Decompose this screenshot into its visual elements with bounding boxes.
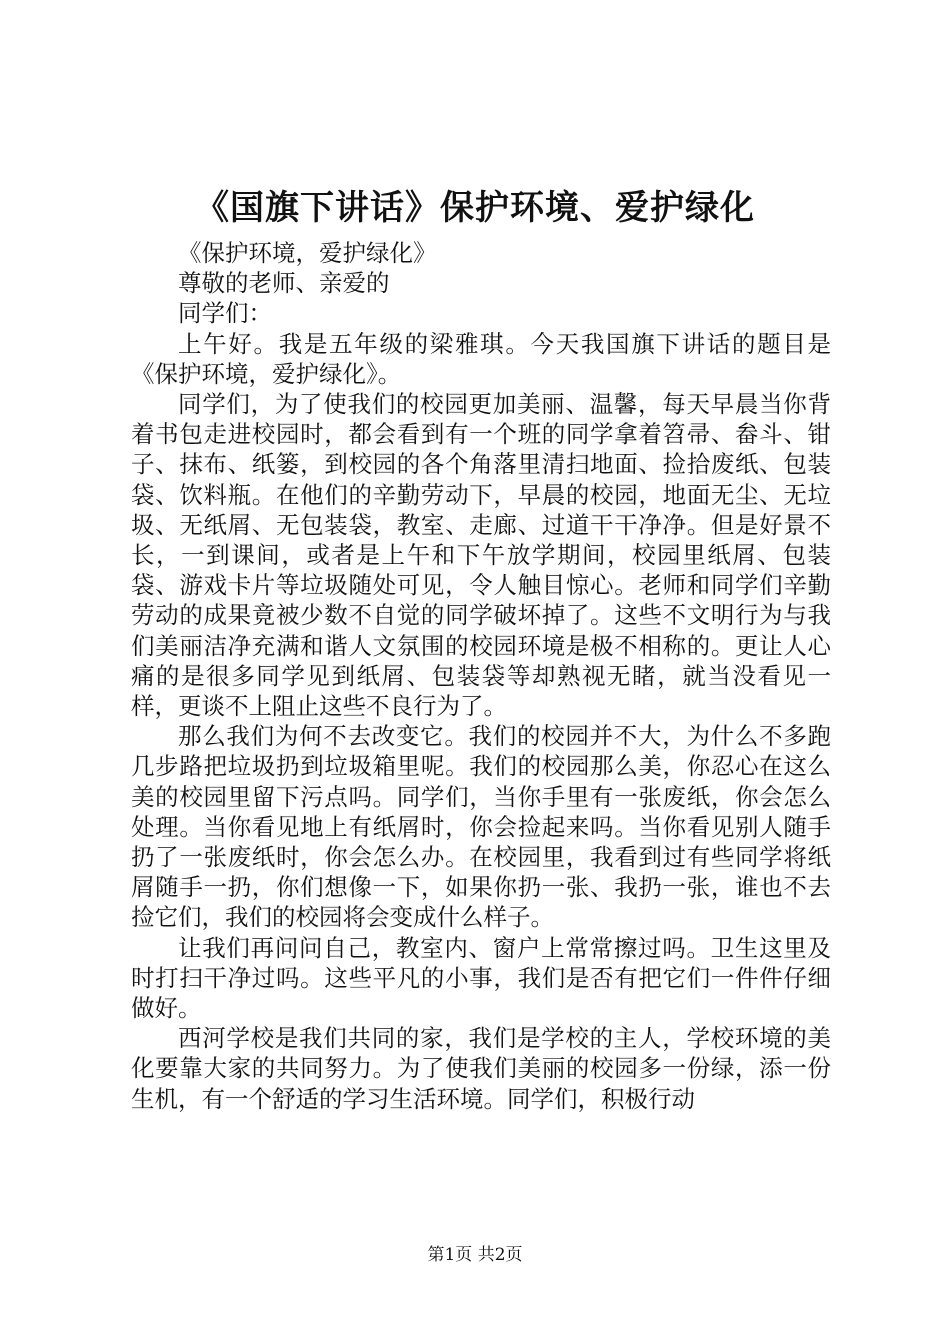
paragraph: 同学们，为了使我们的校园更加美丽、温馨，每天早晨当你背着书包走进校园时，都会看到有一个班的同学拿着笤帚、畚斗、钳子、抹布、纸篓，到校园的各个角落里清扫地面、捡拾废纸、包装袋、饮料瓶。在他们的辛勤劳动下，早晨的校园，地面无尘、无垃圾、无纸屑、无包装袋，教室、走廊、过道干干净净。但是好景不长，一到课间，或者是上午和下午放学期间，校园里纸屑、包装袋、游戏卡片等垃圾随处可见，令人触目惊心。老师和同学们辛勤劳动的成果竟被少数不自觉的同学破坏掉了。这些不文明行为与我们美丽洁净充满和谐人文氛围的校园环境是极不相称的。更让人心痛的是很多同学见到纸屑、包装袋等却熟视无睹，就当没看见一样，更谈不上阻止这些不良行为了。 xyxy=(131,390,831,721)
paragraph: 西河学校是我们共同的家，我们是学校的主人，学校环境的美化要靠大家的共同努力。为了使我们美丽的校园多一份绿，添一份生机，有一个舒适的学习生活环境。同学们，积极行动 xyxy=(131,1024,831,1113)
document-title: 《国旗下讲话》保护环境、爱护绿化 xyxy=(195,188,755,228)
paragraph-subtitle: 《保护环境，爱护绿化》 xyxy=(178,239,437,267)
paragraph-intro: 上午好。我是五年级的梁雅琪。今天我国旗下讲话的题目是《保护环境，爱护绿化》。 xyxy=(131,329,831,388)
paragraph-salutation-cont: 同学们： xyxy=(178,299,272,328)
paragraph: 让我们再问问自己，教室内、窗户上常常擦过吗。卫生这里及时打扫干净过吗。这些平凡的小事，我们是否有把它们一件件仔细做好。 xyxy=(131,933,831,1023)
page-number-footer: 第1页 共2页 xyxy=(427,1245,523,1265)
document-body xyxy=(131,238,831,1114)
paragraph: 那么我们为何不去改变它。我们的校园并不大，为什么不多跑几步路把垃圾扔到垃圾箱里呢。我们的校园那么美，你忍心在这么美的校园里留下污点吗。同学们，当你手里有一张废纸，你会怎么处理。当你看见地上有纸屑时，你会捡起来吗。当你看见别人随手扔了一张废纸时，你会怎么办。在校园里，我看到过有些同学将纸屑随手一扔，你们想像一下，如果你扔一张、我扔一张，谁也不去捡它们，我们的校园将会变成什么样子。 xyxy=(131,722,831,932)
paragraph-salutation: 尊敬的老师、亲爱的 xyxy=(178,269,390,298)
